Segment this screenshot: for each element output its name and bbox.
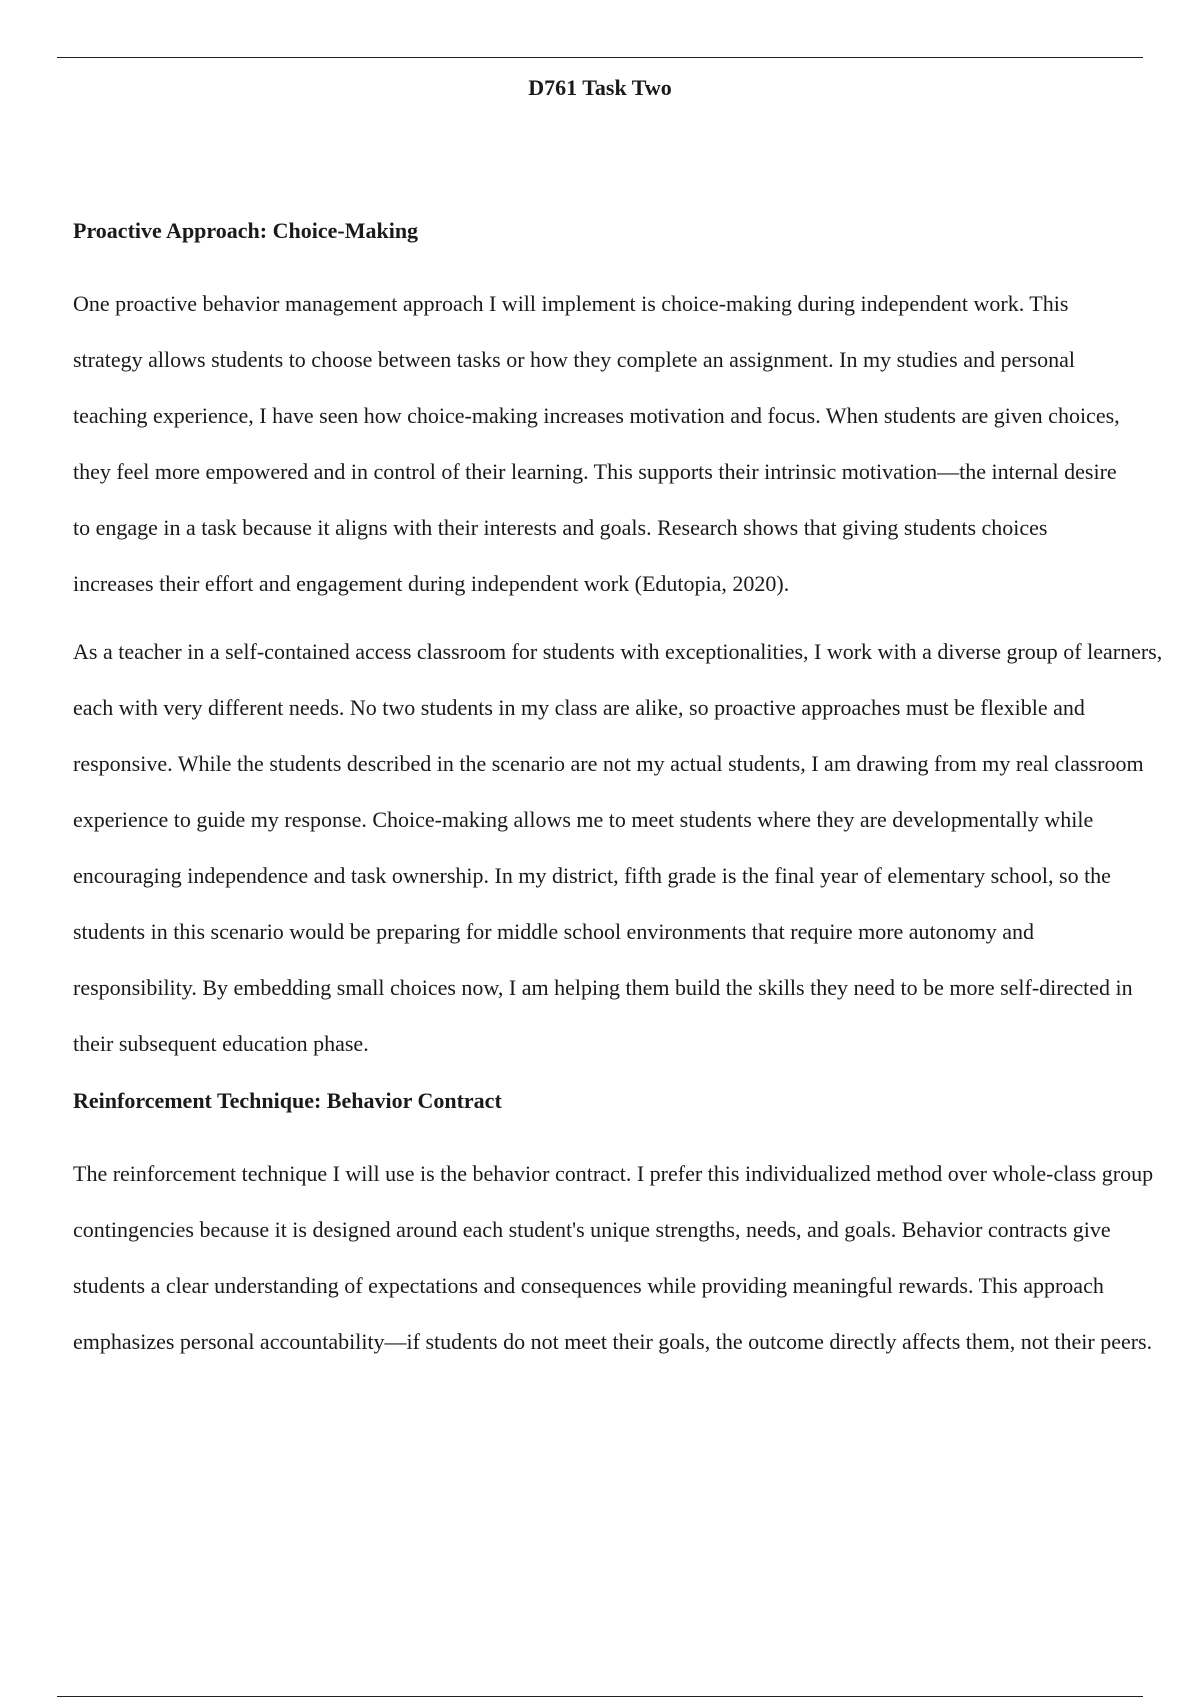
paragraph-classroom-context: As a teacher in a self-contained access classroom for students with exceptionalities, I work with a diverse group of learners, each with very different needs. No two students in my class are alike, so proactive approaches must be flexible and responsive. While the students described in the scenario are not my actual students, I am drawing from my real classroom experience to guide my response. Choice-making allows me to meet students where they are developmentally while encouraging independence and task ownership. In my district, fifth grade is the final year of elementary school, so the students in this scenario would be preparing for middle school environments that require more autonomy and responsibility. By embedding small choices now, I am helping them build the skills they need to be more self-directed in their subsequent education phase. (73, 639, 1163, 1056)
paragraph-choice-making-intro: One proactive behavior management approach I will implement is choice-making during independent work. This strategy allows students to choose between tasks or how they complete an assignment. In my studies and personal teaching experience, I have seen how choice-making increases motivation and focus. When students are given choices, they feel more empowered and in control of their learning. This supports their intrinsic motivation—the internal desire to engage in a task because it aligns with their interests and goals. Research shows that giving students choices increases their effort and engagement during independent work (Edutopia, 2020). (73, 291, 1120, 596)
section-heading-reinforcement-technique: Reinforcement Technique: Behavior Contract (73, 1088, 502, 1113)
section-heading-proactive-approach: Proactive Approach: Choice-Making (73, 218, 419, 243)
top-rule (57, 57, 1143, 58)
document-title: D761 Task Two (528, 75, 672, 100)
bottom-rule (57, 1696, 1143, 1697)
paragraph-behavior-contract: The reinforcement technique I will use is the behavior contract. I prefer this individualized method over whole-class group contingencies because it is designed around each student's unique strengths, needs, and goals. Behavior contracts give students a clear understanding of expectations and consequences while providing meaningful rewards. This approach emphasizes personal accountability—if students do not meet their goals, the outcome directly affects them, not their peers. (73, 1161, 1154, 1354)
document-body (73, 214, 1163, 1382)
